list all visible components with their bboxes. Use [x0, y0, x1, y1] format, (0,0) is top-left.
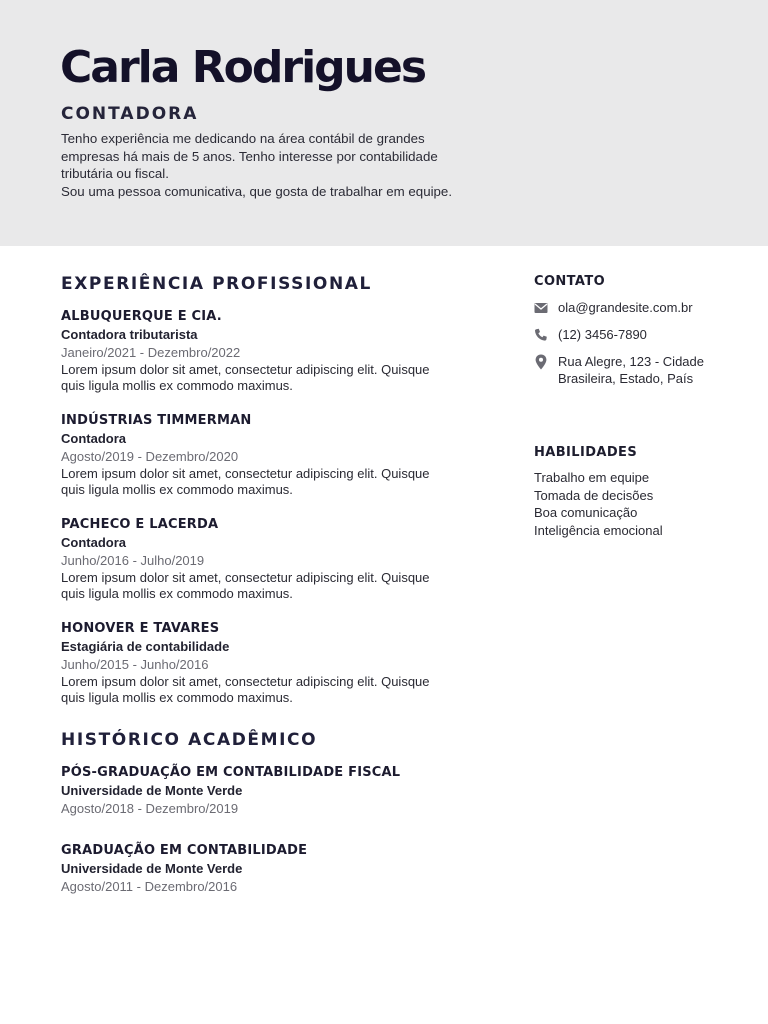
job-description-line: Lorem ipsum dolor sit amet, consectetur adipiscing elit. Quisque [61, 570, 430, 585]
address-line: Brasileira, Estado, País [558, 371, 694, 386]
profile-summary [61, 130, 521, 200]
education-school: Universidade de Monte Verde [61, 861, 243, 876]
experience-title: EXPERIÊNCIA PROFISSIONAL [61, 274, 372, 294]
job-description-line: quis ligula mollis ex commodo maximus. [61, 586, 293, 601]
summary-line: empresas há mais de 5 anos. Tenho interesse por contabilidade [61, 148, 438, 164]
job-company: HONOVER E TAVARES [61, 621, 220, 636]
job-description [61, 466, 491, 498]
contact-phone-row [534, 326, 734, 344]
job-position: Contadora [61, 535, 126, 550]
job-description-line: Lorem ipsum dolor sit amet, consectetur adipiscing elit. Quisque [61, 466, 430, 481]
skills-title: HABILIDADES [534, 445, 638, 460]
job-position: Contadora tributarista [61, 327, 198, 342]
job-description-line: quis ligula mollis ex commodo maximus. [61, 378, 293, 393]
contact-address [558, 353, 704, 387]
contact-email-row [534, 299, 734, 317]
header-band [0, 0, 768, 246]
job-entry [61, 516, 491, 602]
summary-line: Tenho experiência me dedicando na área contábil de grandes [61, 131, 425, 146]
contact-title: CONTATO [534, 274, 606, 289]
education-degree: GRADUAÇÃO EM CONTABILIDADE [61, 843, 308, 858]
education-entry [61, 764, 491, 818]
candidate-name: Carla Rodrigues [60, 42, 426, 93]
job-description [61, 674, 491, 706]
sidebar-column [534, 272, 734, 539]
education-entry [61, 842, 491, 896]
phone-icon [534, 326, 548, 344]
job-position: Estagiária de contabilidade [61, 639, 230, 654]
skill-item: Inteligência emocional [534, 522, 663, 538]
education-degree: PÓS-GRADUAÇÃO EM CONTABILIDADE FISCAL [61, 765, 401, 780]
location-pin-icon [534, 353, 548, 371]
job-company: INDÚSTRIAS TIMMERMAN [61, 413, 252, 428]
job-description [61, 570, 491, 602]
contact-phone[interactable]: (12) 3456-7890 [558, 327, 647, 342]
contact-email[interactable]: ola@grandesite.com.br [558, 300, 693, 315]
job-description-line: Lorem ipsum dolor sit amet, consectetur adipiscing elit. Quisque [61, 362, 430, 377]
job-entry [61, 308, 491, 394]
skills-list [534, 469, 734, 539]
job-description-line: Lorem ipsum dolor sit amet, consectetur adipiscing elit. Quisque [61, 674, 430, 689]
education-dates: Agosto/2011 - Dezembro/2016 [61, 879, 238, 894]
job-dates: Junho/2016 - Julho/2019 [61, 553, 205, 568]
job-description-line: quis ligula mollis ex commodo maximus. [61, 690, 293, 705]
job-dates: Janeiro/2021 - Dezembro/2022 [61, 345, 241, 360]
main-column [61, 270, 491, 896]
job-company: PACHECO E LACERDA [61, 517, 219, 532]
job-role: CONTADORA [61, 104, 199, 124]
envelope-icon [534, 299, 548, 317]
address-line: Rua Alegre, 123 - Cidade [558, 354, 704, 369]
job-description-line: quis ligula mollis ex commodo maximus. [61, 482, 293, 497]
skill-item: Trabalho em equipe [534, 470, 650, 485]
job-entry [61, 620, 491, 706]
summary-line: Sou uma pessoa comunicativa, que gosta de trabalhar em equipe. [61, 183, 453, 199]
summary-line: tributária ou fiscal. [61, 166, 169, 181]
education-dates: Agosto/2018 - Dezembro/2019 [61, 801, 239, 816]
job-dates: Junho/2015 - Junho/2016 [61, 657, 209, 672]
job-description [61, 362, 491, 394]
job-company: ALBUQUERQUE E CIA. [61, 309, 222, 324]
education-title: HISTÓRICO ACADÊMICO [61, 730, 318, 750]
job-entry [61, 412, 491, 498]
skill-item: Boa comunicação [534, 505, 638, 520]
skill-item: Tomada de decisões [534, 487, 654, 503]
job-dates: Agosto/2019 - Dezembro/2020 [61, 449, 239, 464]
education-school: Universidade de Monte Verde [61, 783, 243, 798]
contact-address-row [534, 353, 734, 387]
job-position: Contadora [61, 431, 126, 446]
